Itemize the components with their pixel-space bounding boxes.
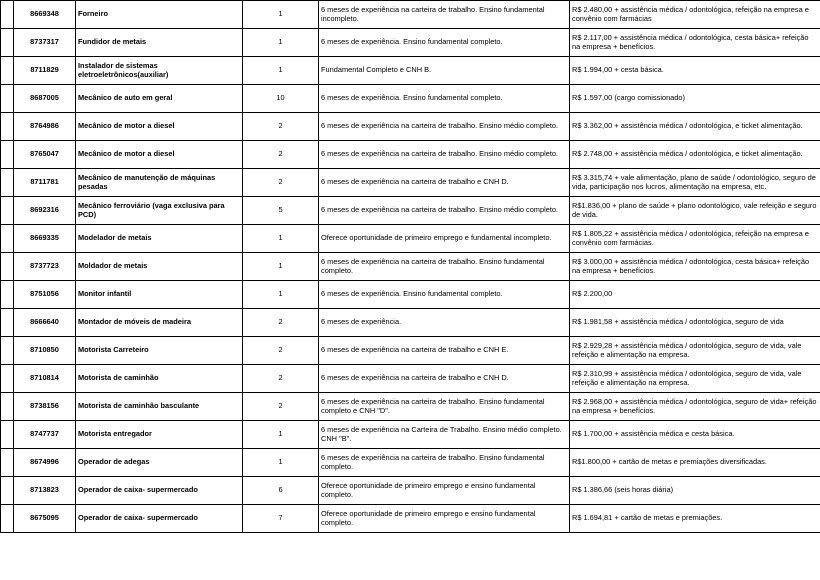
requirements: Fundamental Completo e CNH B. bbox=[319, 57, 570, 85]
job-title: Moldador de metais bbox=[76, 253, 243, 281]
requirements: 6 meses de experiência na carteira de trabalho. Ensino fundamental completo e CNH "D". bbox=[319, 393, 570, 421]
row-margin-cell bbox=[1, 449, 14, 477]
vacancy-count: 2 bbox=[243, 393, 319, 421]
requirements: 6 meses de experiência na carteira de trabalho e CNH E. bbox=[319, 337, 570, 365]
table-row bbox=[1, 197, 820, 225]
job-title: Motorista de caminhão basculante bbox=[76, 393, 243, 421]
row-margin-cell bbox=[1, 57, 14, 85]
vacancy-code: 8764986 bbox=[14, 113, 76, 141]
row-margin-cell bbox=[1, 337, 14, 365]
row-margin-cell bbox=[1, 253, 14, 281]
requirements: 6 meses de experiência na carteira de trabalho. Ensino médio completo. bbox=[319, 113, 570, 141]
salary-benefits: R$ 1.597,00 (cargo comissionado) bbox=[570, 85, 820, 113]
salary-benefits: R$ 2.480,00 + assistência médica / odontológica, refeição na empresa e convênio com farmácias bbox=[570, 1, 820, 29]
requirements: 6 meses de experiência. Ensino fundamental completo. bbox=[319, 29, 570, 57]
job-listings-body bbox=[1, 1, 820, 533]
row-margin-cell bbox=[1, 309, 14, 337]
vacancy-count: 1 bbox=[243, 421, 319, 449]
requirements: 6 meses de experiência na carteira de trabalho. Ensino fundamental completo. bbox=[319, 253, 570, 281]
table-row bbox=[1, 365, 820, 393]
table-row bbox=[1, 141, 820, 169]
job-title: Montador de móveis de madeira bbox=[76, 309, 243, 337]
row-margin-cell bbox=[1, 1, 14, 29]
requirements: 6 meses de experiência na carteira de trabalho e CNH D. bbox=[319, 365, 570, 393]
row-margin-cell bbox=[1, 197, 14, 225]
row-margin-cell bbox=[1, 477, 14, 505]
vacancy-count: 1 bbox=[243, 1, 319, 29]
vacancy-count: 7 bbox=[243, 505, 319, 533]
salary-benefits: R$ 2.310,99 + assistência médica / odontológica, seguro de vida, vale refeição e alimentação na empresa. bbox=[570, 365, 820, 393]
job-title: Mecânico de motor a diesel bbox=[76, 113, 243, 141]
requirements: 6 meses de experiência na carteira de trabalho. Ensino fundamental completo. bbox=[319, 449, 570, 477]
salary-benefits: R$ 1.805,22 + assistência médica / odontológica, refeição na empresa e convênio com farmácias. bbox=[570, 225, 820, 253]
table-row bbox=[1, 1, 820, 29]
requirements: Oferece oportunidade de primeiro emprego e ensino fundamental completo. bbox=[319, 505, 570, 533]
vacancy-code: 8713823 bbox=[14, 477, 76, 505]
salary-benefits: R$1.800,00 + cartão de metas e premiações diversificadas. bbox=[570, 449, 820, 477]
salary-benefits: R$ 2.748,00 + assistência médica / odontológica, e ticket alimentação. bbox=[570, 141, 820, 169]
vacancy-code: 8765047 bbox=[14, 141, 76, 169]
requirements: 6 meses de experiência na carteira de trabalho. Ensino médio completo. bbox=[319, 141, 570, 169]
row-margin-cell bbox=[1, 393, 14, 421]
vacancy-count: 1 bbox=[243, 253, 319, 281]
vacancy-count: 1 bbox=[243, 29, 319, 57]
job-title: Modelador de metais bbox=[76, 225, 243, 253]
vacancy-count: 2 bbox=[243, 365, 319, 393]
vacancy-count: 10 bbox=[243, 85, 319, 113]
table-row bbox=[1, 505, 820, 533]
row-margin-cell bbox=[1, 225, 14, 253]
vacancy-count: 1 bbox=[243, 57, 319, 85]
vacancy-code: 8710814 bbox=[14, 365, 76, 393]
table-row bbox=[1, 113, 820, 141]
table-row bbox=[1, 281, 820, 309]
salary-benefits: R$ 3.000,00 + assistência médica / odontológica, cesta básica+ refeição na empresa + benefícios. bbox=[570, 253, 820, 281]
salary-benefits: R$ 2.117,00 + assistência médica / odontológica, cesta básica+ refeição na empresa + benefícios. bbox=[570, 29, 820, 57]
job-title: Motorista Carreteiro bbox=[76, 337, 243, 365]
job-title: Forneiro bbox=[76, 1, 243, 29]
salary-benefits: R$ 1.700,00 + assistência médica e cesta básica. bbox=[570, 421, 820, 449]
job-title: Mecânico ferroviário (vaga exclusiva para PCD) bbox=[76, 197, 243, 225]
job-title: Instalador de sistemas eletroeletrônicos(auxiliar) bbox=[76, 57, 243, 85]
vacancy-count: 1 bbox=[243, 225, 319, 253]
job-title: Mecânico de auto em geral bbox=[76, 85, 243, 113]
requirements: 6 meses de experiência na carteira de trabalho. Ensino fundamental incompleto. bbox=[319, 1, 570, 29]
requirements: 6 meses de experiência. bbox=[319, 309, 570, 337]
vacancy-code: 8737317 bbox=[14, 29, 76, 57]
table-row bbox=[1, 393, 820, 421]
job-title: Motorista entregador bbox=[76, 421, 243, 449]
vacancy-count: 1 bbox=[243, 281, 319, 309]
row-margin-cell bbox=[1, 113, 14, 141]
row-margin-cell bbox=[1, 85, 14, 113]
requirements: 6 meses de experiência na carteira de trabalho. Ensino médio completo. bbox=[319, 197, 570, 225]
vacancy-count: 1 bbox=[243, 449, 319, 477]
vacancy-code: 8737723 bbox=[14, 253, 76, 281]
job-title: Motorista de caminhão bbox=[76, 365, 243, 393]
vacancy-code: 8687005 bbox=[14, 85, 76, 113]
row-margin-cell bbox=[1, 141, 14, 169]
vacancy-count: 2 bbox=[243, 113, 319, 141]
vacancy-code: 8675095 bbox=[14, 505, 76, 533]
vacancy-code: 8711829 bbox=[14, 57, 76, 85]
vacancy-count: 5 bbox=[243, 197, 319, 225]
vacancy-code: 8669335 bbox=[14, 225, 76, 253]
requirements: 6 meses de experiência na carteira de trabalho e CNH D. bbox=[319, 169, 570, 197]
vacancy-count: 2 bbox=[243, 337, 319, 365]
table-row bbox=[1, 449, 820, 477]
job-title: Fundidor de metais bbox=[76, 29, 243, 57]
vacancy-code: 8710850 bbox=[14, 337, 76, 365]
vacancy-code: 8674996 bbox=[14, 449, 76, 477]
table-row bbox=[1, 309, 820, 337]
table-row bbox=[1, 253, 820, 281]
table-row bbox=[1, 225, 820, 253]
vacancy-code: 8747737 bbox=[14, 421, 76, 449]
requirements: 6 meses de experiência. Ensino fundamental completo. bbox=[319, 281, 570, 309]
table-row bbox=[1, 169, 820, 197]
vacancy-code: 8738156 bbox=[14, 393, 76, 421]
salary-benefits: R$1.836,00 + plano de saúde + plano odontológico, vale refeição e seguro de vida. bbox=[570, 197, 820, 225]
salary-benefits: R$ 1.994,00 + cesta básica. bbox=[570, 57, 820, 85]
vacancy-count: 2 bbox=[243, 309, 319, 337]
vacancy-code: 8751056 bbox=[14, 281, 76, 309]
vacancy-code: 8666640 bbox=[14, 309, 76, 337]
vacancy-code: 8692316 bbox=[14, 197, 76, 225]
row-margin-cell bbox=[1, 421, 14, 449]
job-title: Operador de caixa- supermercado bbox=[76, 505, 243, 533]
requirements: 6 meses de experiência. Ensino fundamental completo. bbox=[319, 85, 570, 113]
vacancy-code: 8669348 bbox=[14, 1, 76, 29]
row-margin-cell bbox=[1, 169, 14, 197]
job-title: Monitor infantil bbox=[76, 281, 243, 309]
row-margin-cell bbox=[1, 29, 14, 57]
row-margin-cell bbox=[1, 365, 14, 393]
requirements: Oferece oportunidade de primeiro emprego e ensino fundamental completo. bbox=[319, 477, 570, 505]
salary-benefits: R$ 3.315,74 + vale alimentação, plano de saúde / odontológico, seguro de vida, participação nos lucros, alimentação na empresa, etc. bbox=[570, 169, 820, 197]
requirements: 6 meses de experiência na Carteira de Trabalho. Ensino médio completo. CNH "B". bbox=[319, 421, 570, 449]
vacancy-count: 6 bbox=[243, 477, 319, 505]
vacancy-count: 2 bbox=[243, 169, 319, 197]
job-title: Mecânico de manutenção de máquinas pesadas bbox=[76, 169, 243, 197]
table-row bbox=[1, 421, 820, 449]
table-row bbox=[1, 85, 820, 113]
salary-benefits: R$ 3.362,00 + assistência médica / odontológica, e ticket alimentação. bbox=[570, 113, 820, 141]
table-row bbox=[1, 29, 820, 57]
job-title: Operador de caixa- supermercado bbox=[76, 477, 243, 505]
vacancy-code: 8711781 bbox=[14, 169, 76, 197]
salary-benefits: R$ 2.968,00 + assistência médica / odontológica, seguro de vida+ refeição na empresa + benefícios. bbox=[570, 393, 820, 421]
row-margin-cell bbox=[1, 281, 14, 309]
vacancy-count: 2 bbox=[243, 141, 319, 169]
table-row bbox=[1, 57, 820, 85]
job-title: Mecânico de motor a diesel bbox=[76, 141, 243, 169]
salary-benefits: R$ 1.386,66 (seis horas diária) bbox=[570, 477, 820, 505]
requirements: Oferece oportunidade de primeiro emprego e fundamental incompleto. bbox=[319, 225, 570, 253]
salary-benefits: R$ 1.981,58 + assistência médica / odontológica, seguro de vida bbox=[570, 309, 820, 337]
salary-benefits: R$ 2.200,00 bbox=[570, 281, 820, 309]
job-title: Operador de adegas bbox=[76, 449, 243, 477]
table-row bbox=[1, 337, 820, 365]
salary-benefits: R$ 1.694,81 + cartão de metas e premiações. bbox=[570, 505, 820, 533]
salary-benefits: R$ 2.929,28 + assistência médica / odontológica, seguro de vida, vale refeição e alimentação na empresa. bbox=[570, 337, 820, 365]
table-row bbox=[1, 477, 820, 505]
row-margin-cell bbox=[1, 505, 14, 533]
